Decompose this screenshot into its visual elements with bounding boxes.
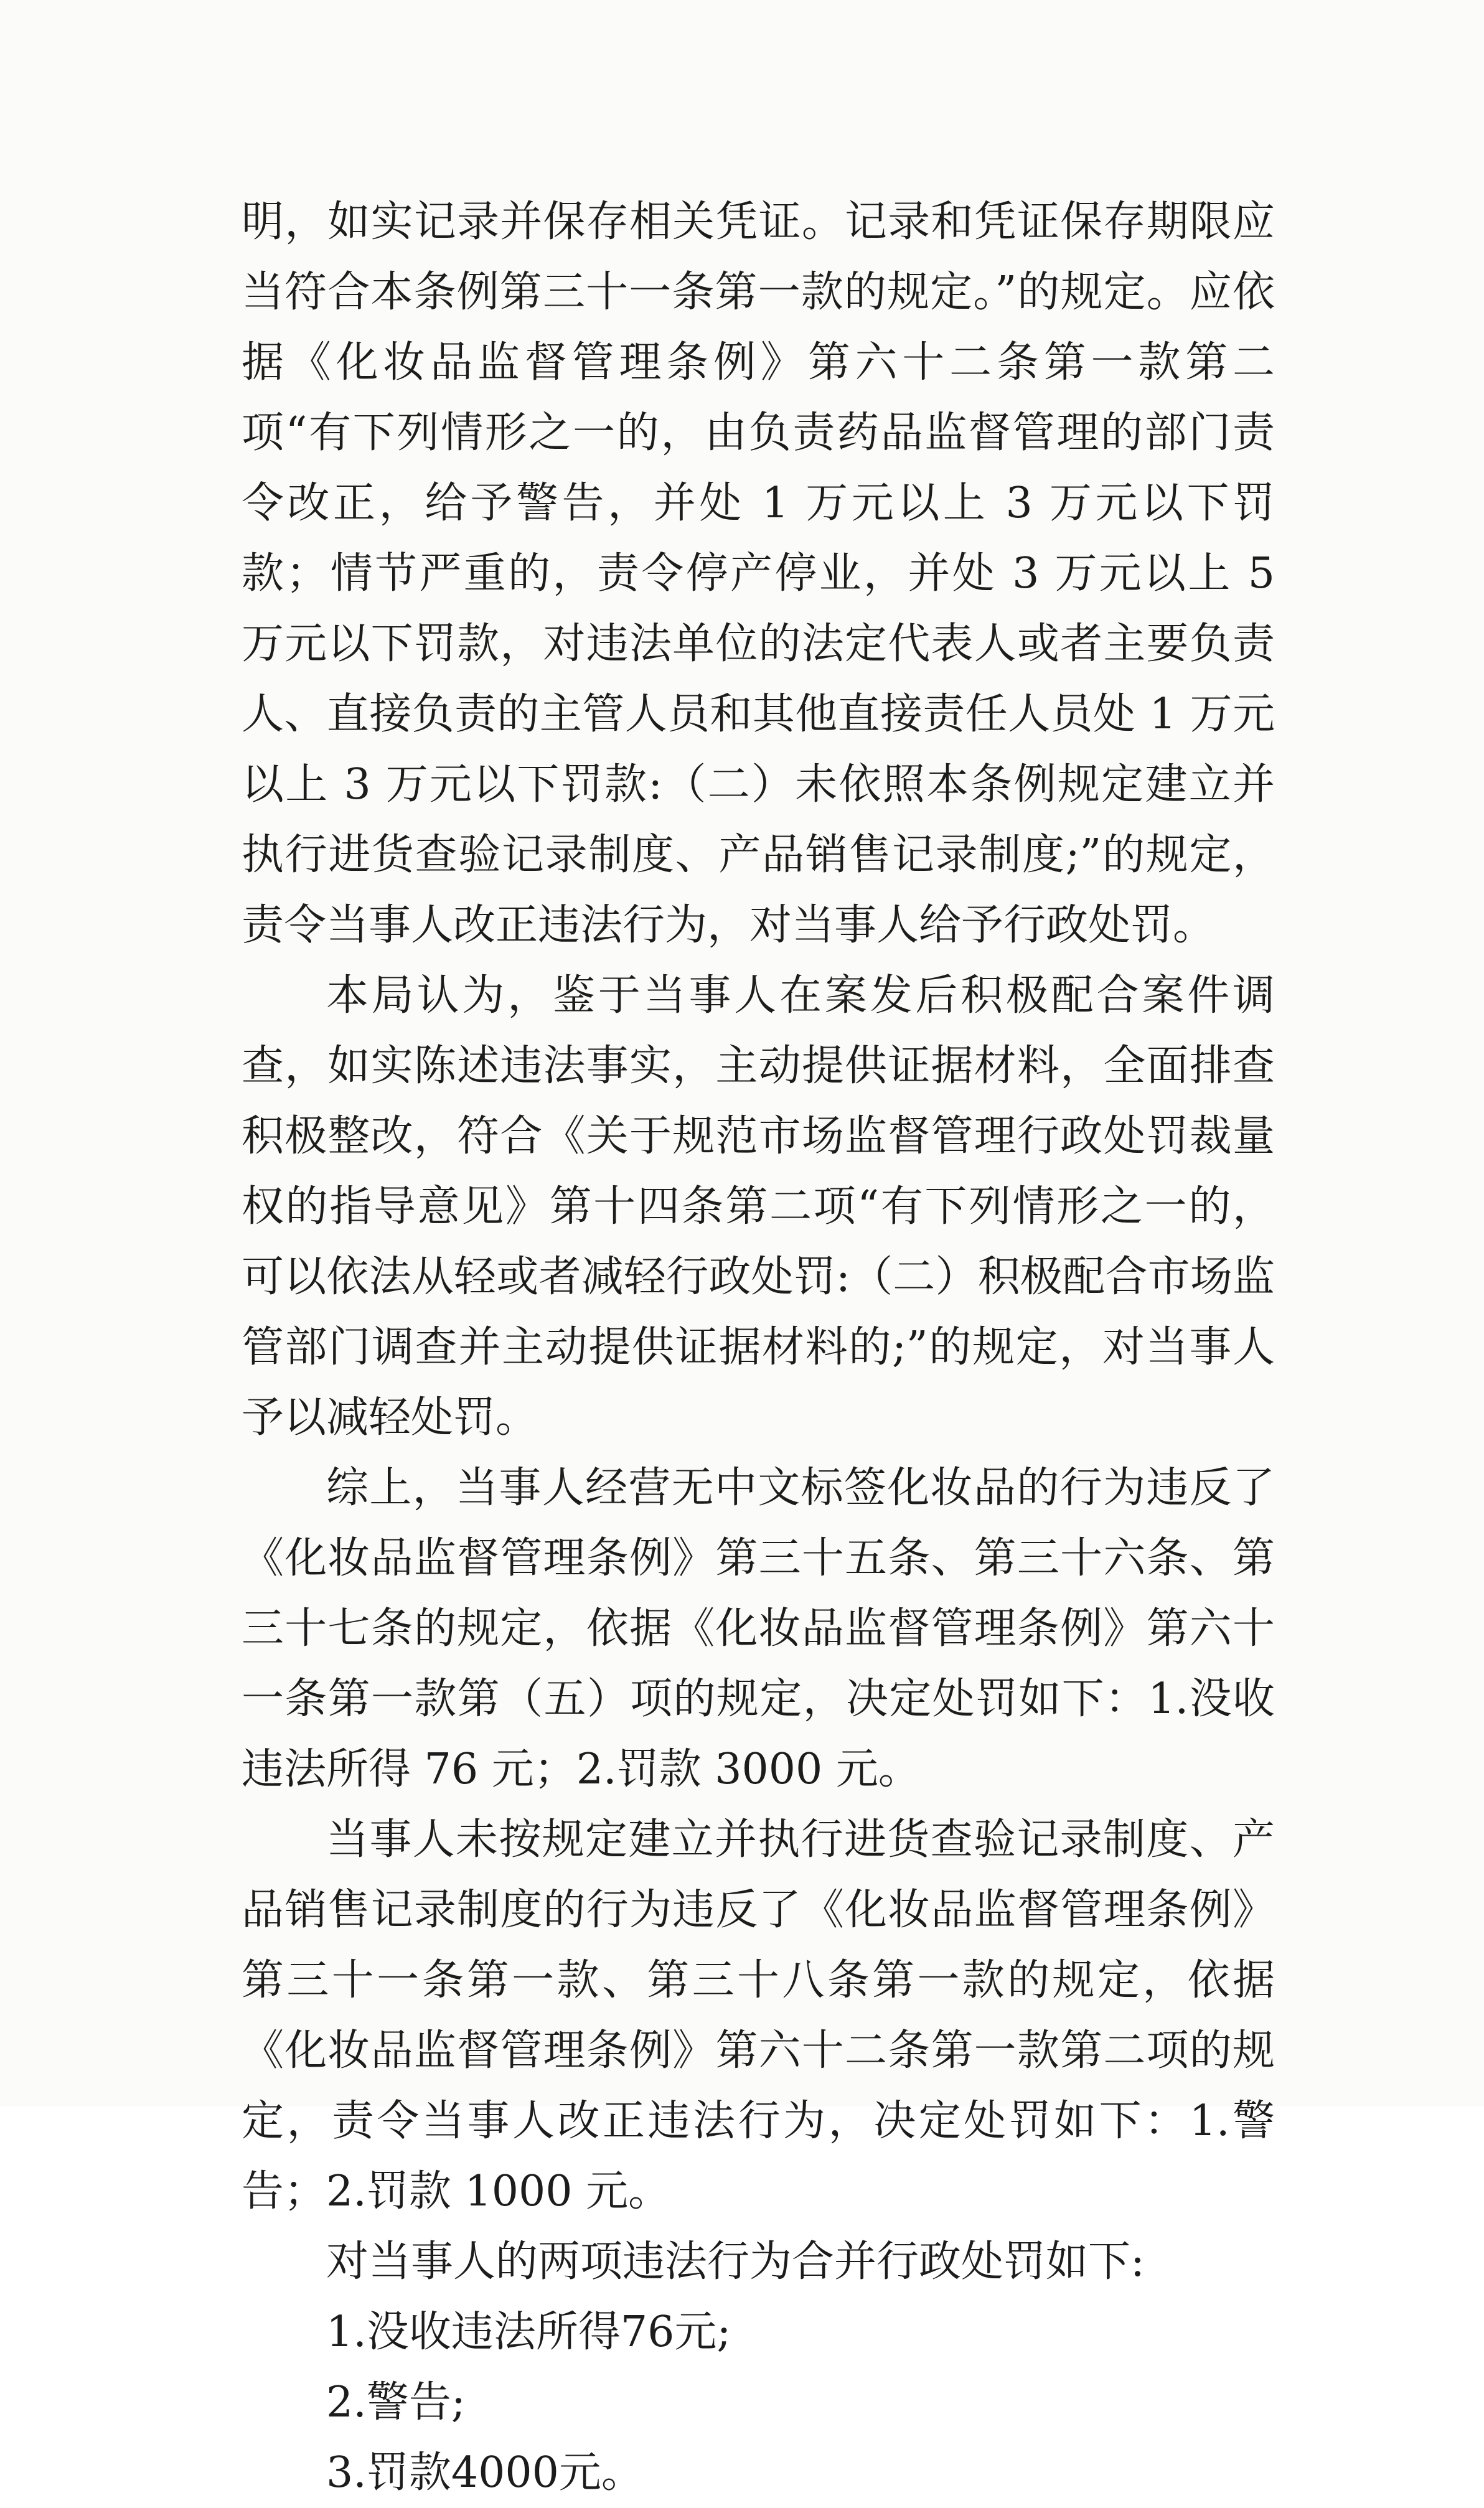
penalty-list-item: 1.没收违法所得76元; (326, 2308, 731, 2357)
paragraph-legal-basis-continued: 明，如实记录并保存相关凭证。记录和凭证保存期限应当符合本条例第三十一条第一款的规定。”的规定。应依据《化妆品监督管理条例》第六十二条第一款第二项“有下列情形之一的，由负责药品监督管理的部门责令改正，给予警告，并处 1 万元以上 3 万元以下罚款；情节严重的，责令停产停业，并处 3 万元以上 5 万元以下罚款，对违法单位的法定代表人或者主要负责人、直接负责的主管人员和其他直接责任人员处 1 万元以上 3 万元以下罚款:（二）未依照本条例规定建立并执行进货查验记录制度、产品销售记录制度;”的规定，责令当事人改正违法行为，对当事人给予行政处罚。 (242, 197, 1275, 950)
document-body (242, 187, 1275, 2508)
paragraph-combined-penalty-intro: 对当事人的两项违法行为合并行政处罚如下: (326, 2237, 1145, 2286)
paragraph-record-violation-decision: 当事人未按规定建立并执行进货查验记录制度、产品销售记录制度的行为违反了《化妆品监督管理条例》第三十一条第一款、第三十八条第一款的规定，依据《化妆品监督管理条例》第六十二条第一款第二项的规定，责令当事人改正违法行为，决定处罚如下：1.警告；2.罚款 1000 元。 (242, 1815, 1275, 2216)
paragraph-label-violation-decision: 综上，当事人经营无中文标签化妆品的行为违反了《化妆品监督管理条例》第三十五条、第三十六条、第三十七条的规定，依据《化妆品监督管理条例》第六十一条第一款第（五）项的规定，决定处罚如下：1.没收违法所得 76 元；2.罚款 3000 元。 (242, 1463, 1275, 1794)
paragraph-mitigation-reason: 本局认为，鉴于当事人在案发后积极配合案件调查，如实陈述违法事实，主动提供证据材料，全面排查积极整改，符合《关于规范市场监督管理行政处罚裁量权的指导意见》第十四条第二项“有下列情形之一的，可以依法从轻或者减轻行政处罚:（二）积极配合市场监管部门调查并主动提供证据材料的;”的规定，对当事人予以减轻处罚。 (242, 971, 1275, 1442)
penalty-list-item: 3.罚款4000元。 (326, 2448, 644, 2497)
penalty-list-item: 2.警告; (326, 2378, 466, 2427)
